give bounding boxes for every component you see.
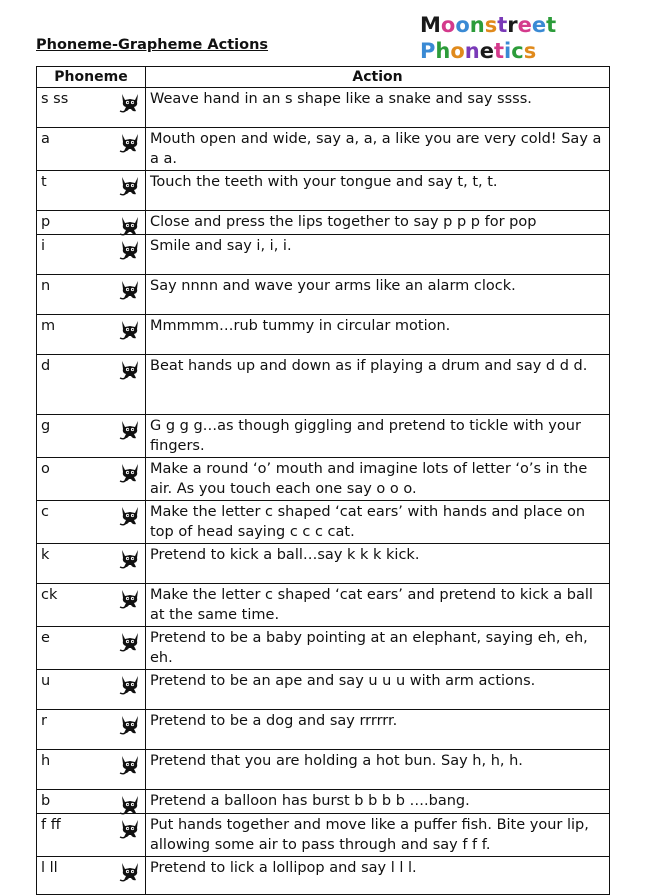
action-cell: Pretend a balloon has burst b b b b ….bang. (146, 790, 610, 814)
phoneme-cell (37, 235, 146, 275)
action-cell: Pretend that you are holding a hot bun. Say h, h, h. (146, 750, 610, 790)
phoneme-text: l ll (41, 860, 58, 876)
phoneme-cell (37, 627, 146, 670)
phoneme-text: ck (41, 587, 58, 603)
action-cell: Say nnnn and wave your arms like an alarm clock. (146, 275, 610, 315)
table-row (37, 275, 610, 315)
phoneme-text: c (41, 504, 49, 520)
table-row (37, 790, 610, 814)
action-cell: Pretend to lick a lollipop and say l l l. (146, 857, 610, 895)
table-row (37, 211, 610, 235)
table-row (37, 88, 610, 128)
table-row (37, 235, 610, 275)
phoneme-text: t (41, 174, 47, 190)
black-cat-icon (118, 793, 142, 815)
phoneme-text: e (41, 630, 50, 646)
table-row (37, 710, 610, 750)
black-cat-icon (118, 587, 142, 609)
phoneme-cell (37, 790, 146, 814)
phoneme-text: m (41, 318, 56, 334)
black-cat-icon (118, 860, 142, 882)
black-cat-icon (118, 817, 142, 839)
table-row (37, 627, 610, 670)
action-cell: Beat hands up and down as if playing a drum and say d d d. (146, 355, 610, 415)
black-cat-icon (118, 174, 142, 196)
phoneme-text: o (41, 461, 50, 477)
phoneme-action-table (36, 66, 610, 895)
black-cat-icon (118, 91, 142, 113)
table-row (37, 501, 610, 544)
phoneme-cell (37, 315, 146, 355)
moonstreet-phonetics-logo (420, 12, 620, 68)
action-cell: Pretend to be a baby pointing at an elephant, saying eh, eh, eh. (146, 627, 610, 670)
black-cat-icon (118, 214, 142, 236)
black-cat-icon (118, 753, 142, 775)
table-row (37, 458, 610, 501)
table-row (37, 415, 610, 458)
phoneme-cell (37, 88, 146, 128)
phoneme-cell (37, 857, 146, 895)
phoneme-text: i (41, 238, 46, 254)
phoneme-text: r (41, 713, 47, 729)
black-cat-icon (118, 358, 142, 380)
phoneme-text: a (41, 131, 50, 147)
phoneme-text: u (41, 673, 51, 689)
black-cat-icon (118, 547, 142, 569)
phoneme-cell (37, 814, 146, 857)
phoneme-text: h (41, 753, 51, 769)
action-cell: Make a round ‘o’ mouth and imagine lots of letter ‘o’s in the air. As you touch each one say o o o. (146, 458, 610, 501)
phoneme-cell (37, 128, 146, 171)
header-phoneme: Phoneme (37, 67, 146, 88)
action-cell: Make the letter c shaped ‘cat ears’ with hands and place on top of head saying c c c cat. (146, 501, 610, 544)
table-row (37, 814, 610, 857)
action-cell: Make the letter c shaped ‘cat ears’ and pretend to kick a ball at the same time. (146, 584, 610, 627)
phoneme-cell (37, 544, 146, 584)
phoneme-cell (37, 211, 146, 235)
phoneme-cell (37, 584, 146, 627)
phoneme-cell (37, 415, 146, 458)
black-cat-icon (118, 504, 142, 526)
phoneme-text: f ff (41, 817, 61, 833)
phoneme-text: s ss (41, 91, 69, 107)
phoneme-cell (37, 670, 146, 710)
phoneme-cell (37, 501, 146, 544)
table-row (37, 544, 610, 584)
action-cell: G g g g…as though giggling and pretend to tickle with your fingers. (146, 415, 610, 458)
phoneme-text: g (41, 418, 51, 434)
phoneme-text: p (41, 214, 51, 230)
action-cell: Pretend to kick a ball…say k k k kick. (146, 544, 610, 584)
action-cell: Weave hand in an s shape like a snake and say ssss. (146, 88, 610, 128)
black-cat-icon (118, 278, 142, 300)
action-cell: Pretend to be an ape and say u u u with arm actions. (146, 670, 610, 710)
action-cell: Put hands together and move like a puffer fish. Bite your lip, allowing some air to pass through and say f f f. (146, 814, 610, 857)
table-row (37, 857, 610, 895)
action-cell: Mmmmm…rub tummy in circular motion. (146, 315, 610, 355)
black-cat-icon (118, 238, 142, 260)
phoneme-text: k (41, 547, 50, 563)
phoneme-cell (37, 355, 146, 415)
black-cat-icon (118, 131, 142, 153)
page-title: Phoneme-Grapheme Actions (36, 37, 269, 53)
black-cat-icon (118, 673, 142, 695)
action-cell: Mouth open and wide, say a, a, a like you are very cold! Say a a a. (146, 128, 610, 171)
logo-line-1: Moonstreet (420, 13, 557, 37)
action-cell: Smile and say i, i, i. (146, 235, 610, 275)
phoneme-text: b (41, 793, 51, 809)
logo-line-2: Phonetics (420, 39, 537, 63)
phoneme-text: d (41, 358, 51, 374)
table-row (37, 128, 610, 171)
black-cat-icon (118, 461, 142, 483)
table-row (37, 315, 610, 355)
table-row (37, 750, 610, 790)
phoneme-cell (37, 171, 146, 211)
action-cell: Close and press the lips together to say p p p for pop (146, 211, 610, 235)
table-row (37, 171, 610, 211)
black-cat-icon (118, 713, 142, 735)
phoneme-cell (37, 275, 146, 315)
black-cat-icon (118, 630, 142, 652)
action-cell: Pretend to be a dog and say rrrrrr. (146, 710, 610, 750)
action-cell: Touch the teeth with your tongue and say t, t, t. (146, 171, 610, 211)
table-row (37, 670, 610, 710)
phoneme-text: n (41, 278, 51, 294)
phoneme-cell (37, 750, 146, 790)
table-row (37, 584, 610, 627)
black-cat-icon (118, 418, 142, 440)
phoneme-cell (37, 458, 146, 501)
phoneme-cell (37, 710, 146, 750)
table-row (37, 355, 610, 415)
black-cat-icon (118, 318, 142, 340)
table-header-row (37, 67, 610, 88)
header-action: Action (146, 67, 610, 88)
